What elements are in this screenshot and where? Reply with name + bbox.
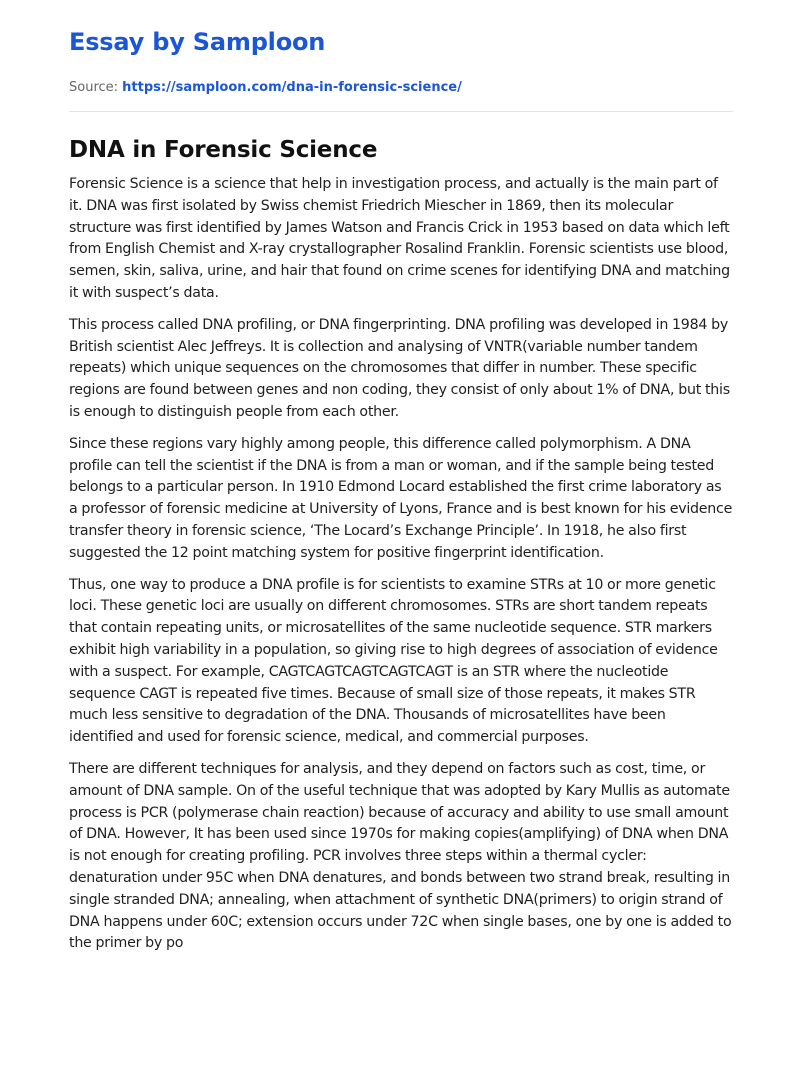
article-paragraph: Since these regions vary highly among people, this difference called polymorphism. A DNA profile can tell the scientist if the DNA is from a man or woman, and if the sample being tested belongs to a particular person. In 1910 Edmond Locard established the first crime laboratory as a professor of forensic medicine at University of Lyons, France and is best known for his evidence transfer theory in forensic science, ‘The Locard’s Exchange Principle’. In 1918, he also first suggested the 12 point matching system for positive fingerprint identification. bbox=[69, 435, 733, 561]
article-title: DNA in Forensic Science bbox=[69, 137, 378, 164]
article-paragraph: There are different techniques for analysis, and they depend on factors such as cost, time, or amount of DNA sample. On of the useful technique that was adopted by Kary Mullis as automate process is PCR (polymerase chain reaction) because of accuracy and ability to use small amount of DNA. However, It has been used since 1970s for making copies(amplifying) of DNA when DNA is not enough for creating profiling. PCR involves three steps within a thermal cycler: denaturation under 95C when DNA denatures, and bonds between two strand break, resulting in single stranded DNA; annealing, when attachment of synthetic DNA(primers) to origin strand of DNA happens under 60C; extension occurs under 72C when single bases, one by one is added to the primer by po bbox=[69, 760, 732, 952]
source-line bbox=[69, 80, 462, 95]
article-paragraph: Thus, one way to produce a DNA profile is for scientists to examine STRs at 10 or more genetic loci. These genetic loci are usually on different chromosomes. STRs are short tandem repeats that contain repeating units, or microsatellites of the same nucleotide sequence. STR markers exhibit high variability in a population, so giving rise to high degrees of association of evidence with a suspect. For example, CAGTCAGTCAGTCAGTCAGT is an STR where the nucleotide sequence CAGT is repeated five times. Because of small size of those repeats, it makes STR much less sensitive to degradation of the DNA. Thousands of microsatellites have been identified and used for forensic science, medical, and commercial purposes. bbox=[69, 576, 718, 746]
header-divider bbox=[69, 111, 733, 112]
article-paragraph: Forensic Science is a science that help in investigation process, and actually is the main part of it. DNA was first isolated by Swiss chemist Friedrich Miescher in 1869, then its molecular structure was first identified by James Watson and Francis Crick in 1953 based on data which left from English Chemist and X-ray crystallographer Rosalind Franklin. Forensic scientists use blood, semen, skin, saliva, urine, and hair that found on crime scenes for identifying DNA and matching it with suspect’s data. bbox=[69, 176, 730, 301]
source-label: Source: bbox=[69, 80, 119, 95]
article-body bbox=[69, 174, 733, 965]
brand-title[interactable]: Essay by Samploon bbox=[69, 28, 326, 56]
source-link[interactable]: https://samploon.com/dna-in-forensic-science/ bbox=[122, 80, 462, 95]
article-paragraph: This process called DNA profiling, or DNA fingerprinting. DNA profiling was developed in 1984 by British scientist Alec Jeffreys. It is collection and analysing of VNTR(variable number tandem repeats) which unique sequences on the chromosomes that differ in number. These specific regions are found between genes and non coding, they consist of only about 1% of DNA, but this is enough to distinguish people from each other. bbox=[69, 316, 730, 420]
